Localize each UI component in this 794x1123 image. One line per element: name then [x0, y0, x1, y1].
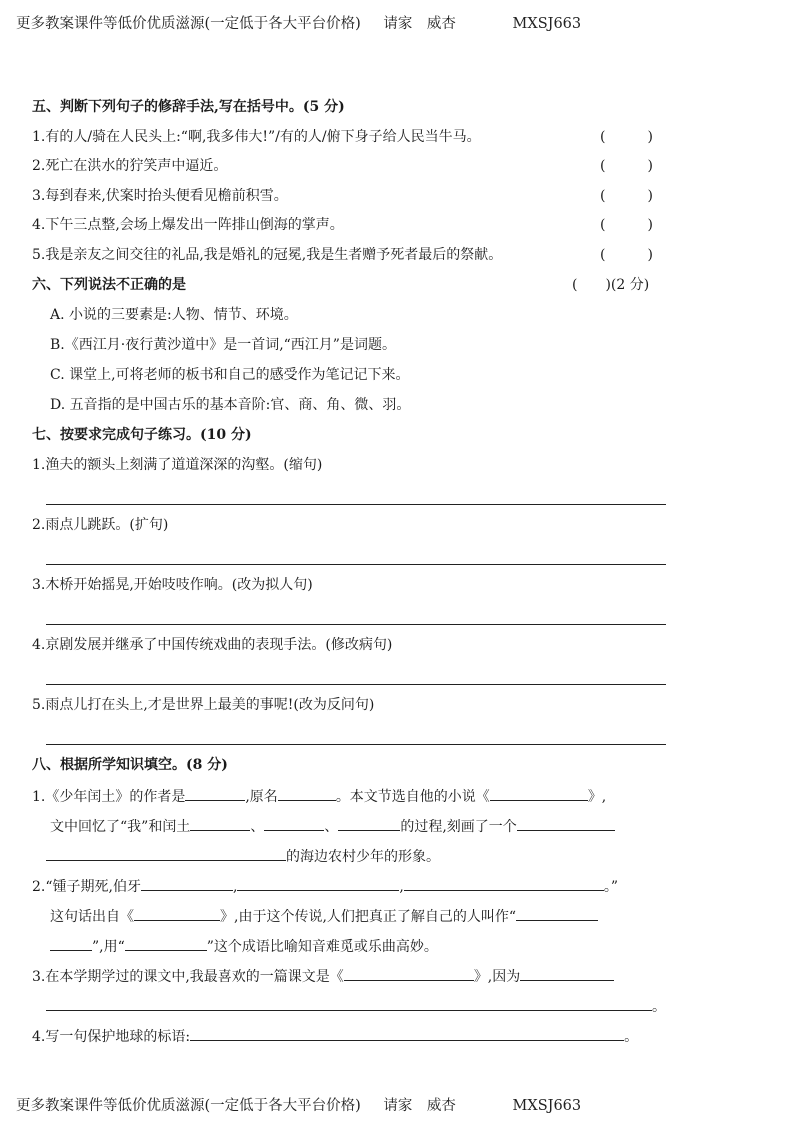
blank-quote-2[interactable]: [237, 876, 399, 891]
q2-text-g: ”,用“: [92, 939, 125, 955]
q3-text-a: 3.在本学期学过的课文中,我最喜欢的一篇课文是《: [32, 969, 344, 985]
answer-paren-4[interactable]: ( ): [600, 217, 653, 233]
blank-quote-3[interactable]: [404, 876, 604, 891]
footer-contact: 请家 威杏: [383, 1098, 456, 1114]
section5-item-1: 1.有的人/骑在人民头上:“啊,我多伟大!”/有的人/俯下身子给人民当牛马。: [32, 129, 481, 145]
q1-line-3: [46, 846, 440, 866]
blank-author[interactable]: [185, 786, 245, 801]
q2-text-e: 这句话出自《: [50, 909, 134, 925]
q3-text-c: 。: [652, 999, 666, 1015]
q2-text-b: ,: [232, 879, 238, 895]
option-d: D. 五音指的是中国古乐的基本音阶:官、商、角、微、羽。: [50, 397, 411, 413]
q2-text-a: 2.“锺子期死,伯牙: [32, 879, 141, 895]
blank-quote-1[interactable]: [141, 876, 233, 891]
blank-term[interactable]: [516, 906, 598, 921]
q2-line-1: [32, 876, 618, 896]
blank-source[interactable]: [134, 906, 220, 921]
q1-text-e: 文中回忆了“我”和闰土: [50, 819, 191, 835]
answer-paren-2[interactable]: ( ): [600, 158, 653, 174]
answer-line-2[interactable]: [46, 564, 666, 565]
q4-line: [32, 1026, 638, 1046]
q2-text-c: ,: [399, 879, 404, 895]
q1-line-2: [50, 816, 615, 836]
page-header: [16, 12, 581, 33]
section8-title: 八、根据所学知识填空。(8 分): [32, 757, 228, 773]
section5-item-5: 5.我是亲友之间交往的礼品,我是婚礼的冠冕,我是生者赠予死者最后的祭献。: [32, 247, 503, 263]
header-code: MXSJ663: [512, 16, 582, 32]
answer-line-4[interactable]: [46, 684, 666, 685]
blank-reason-cont[interactable]: [46, 996, 652, 1011]
blank-description-cont[interactable]: [46, 846, 286, 861]
answer-line-3[interactable]: [46, 624, 666, 625]
q4-text-b: 。: [624, 1029, 639, 1045]
section5-item-2: 2.死亡在洪水的狞笑声中逼近。: [32, 158, 228, 174]
blank-idiom[interactable]: [125, 936, 207, 951]
q1-text-i: 的海边农村少年的形象。: [286, 849, 440, 865]
blank-event-2[interactable]: [264, 816, 324, 831]
q4-text-a: 4.写一句保护地球的标语:: [32, 1029, 191, 1045]
q1-text-h: 的过程,刻画了一个: [400, 819, 517, 835]
section7-item-5: 5.雨点儿打在头上,才是世界上最美的事呢!(改为反问句): [32, 697, 375, 713]
answer-paren-3[interactable]: ( ): [600, 188, 653, 204]
q2-line-3: [50, 936, 438, 956]
q1-text-f: 、: [250, 819, 265, 835]
option-b: B.《西江月·夜行黄沙道中》是一首词,“西江月”是词题。: [50, 337, 396, 353]
answer-paren-5[interactable]: ( ): [600, 247, 653, 263]
q1-text-d: 》,: [587, 789, 607, 805]
footer-ad: 更多教案课件等低价优质滋源(一定低于各大平台价格): [16, 1098, 361, 1114]
blank-favorite-text[interactable]: [344, 966, 474, 981]
section6-answer-paren[interactable]: ( )(2 分): [572, 277, 650, 293]
section5-item-3: 3.每到春来,伏案时抬头便看见檐前积雪。: [32, 188, 288, 204]
section5-title: 五、判断下列句子的修辞手法,写在括号中。(5 分): [32, 99, 345, 115]
q2-text-f: 》,由于这个传说,人们把真正了解自己的人叫作“: [220, 909, 517, 925]
q3-line-2: [46, 996, 666, 1016]
q1-text-b: ,原名: [245, 789, 278, 805]
footer-code: MXSJ663: [512, 1098, 582, 1114]
blank-original-name[interactable]: [278, 786, 336, 801]
header-ad: 更多教案课件等低价优质滋源(一定低于各大平台价格): [16, 16, 361, 32]
section7-title: 七、按要求完成句子练习。(10 分): [32, 427, 252, 443]
blank-event-1[interactable]: [190, 816, 250, 831]
q1-text-a: 1.《少年闰土》的作者是: [32, 789, 186, 805]
q2-text-d: 。”: [603, 879, 619, 895]
section7-item-3: 3.木桥开始摇晃,开始吱吱作响。(改为拟人句): [32, 577, 313, 593]
option-a: A. 小说的三要素是:人物、情节、环境。: [50, 307, 298, 323]
q3-text-b: 》,因为: [473, 969, 521, 985]
q1-text-c: 。本文节选自他的小说《: [335, 789, 490, 805]
blank-term-cont[interactable]: [50, 936, 92, 951]
page-footer: [16, 1094, 581, 1115]
q1-text-g: 、: [324, 819, 339, 835]
section7-item-4: 4.京剧发展并继承了中国传统戏曲的表现手法。(修改病句): [32, 637, 393, 653]
section5-item-4: 4.下午三点整,会场上爆发出一阵排山倒海的掌声。: [32, 217, 344, 233]
blank-novel-title[interactable]: [490, 786, 588, 801]
q3-line-1: [32, 966, 614, 986]
section6-title: 六、下列说法不正确的是: [32, 277, 186, 293]
q2-text-h: ”这个成语比喻知音难觅或乐曲高妙。: [206, 939, 438, 955]
q1-line-1: [32, 786, 606, 806]
q2-line-2: [50, 906, 598, 926]
header-contact: 请家 威杏: [383, 16, 456, 32]
blank-event-3[interactable]: [338, 816, 400, 831]
answer-line-1[interactable]: [46, 504, 666, 505]
answer-line-5[interactable]: [46, 744, 666, 745]
blank-reason[interactable]: [520, 966, 614, 981]
option-c: C. 课堂上,可将老师的板书和自己的感受作为笔记记下来。: [50, 367, 410, 383]
blank-description[interactable]: [517, 816, 615, 831]
blank-slogan[interactable]: [190, 1026, 624, 1041]
section7-item-2: 2.雨点儿跳跃。(扩句): [32, 517, 169, 533]
section7-item-1: 1.渔夫的额头上刻满了道道深深的沟壑。(缩句): [32, 457, 323, 473]
answer-paren-1[interactable]: ( ): [600, 129, 653, 145]
